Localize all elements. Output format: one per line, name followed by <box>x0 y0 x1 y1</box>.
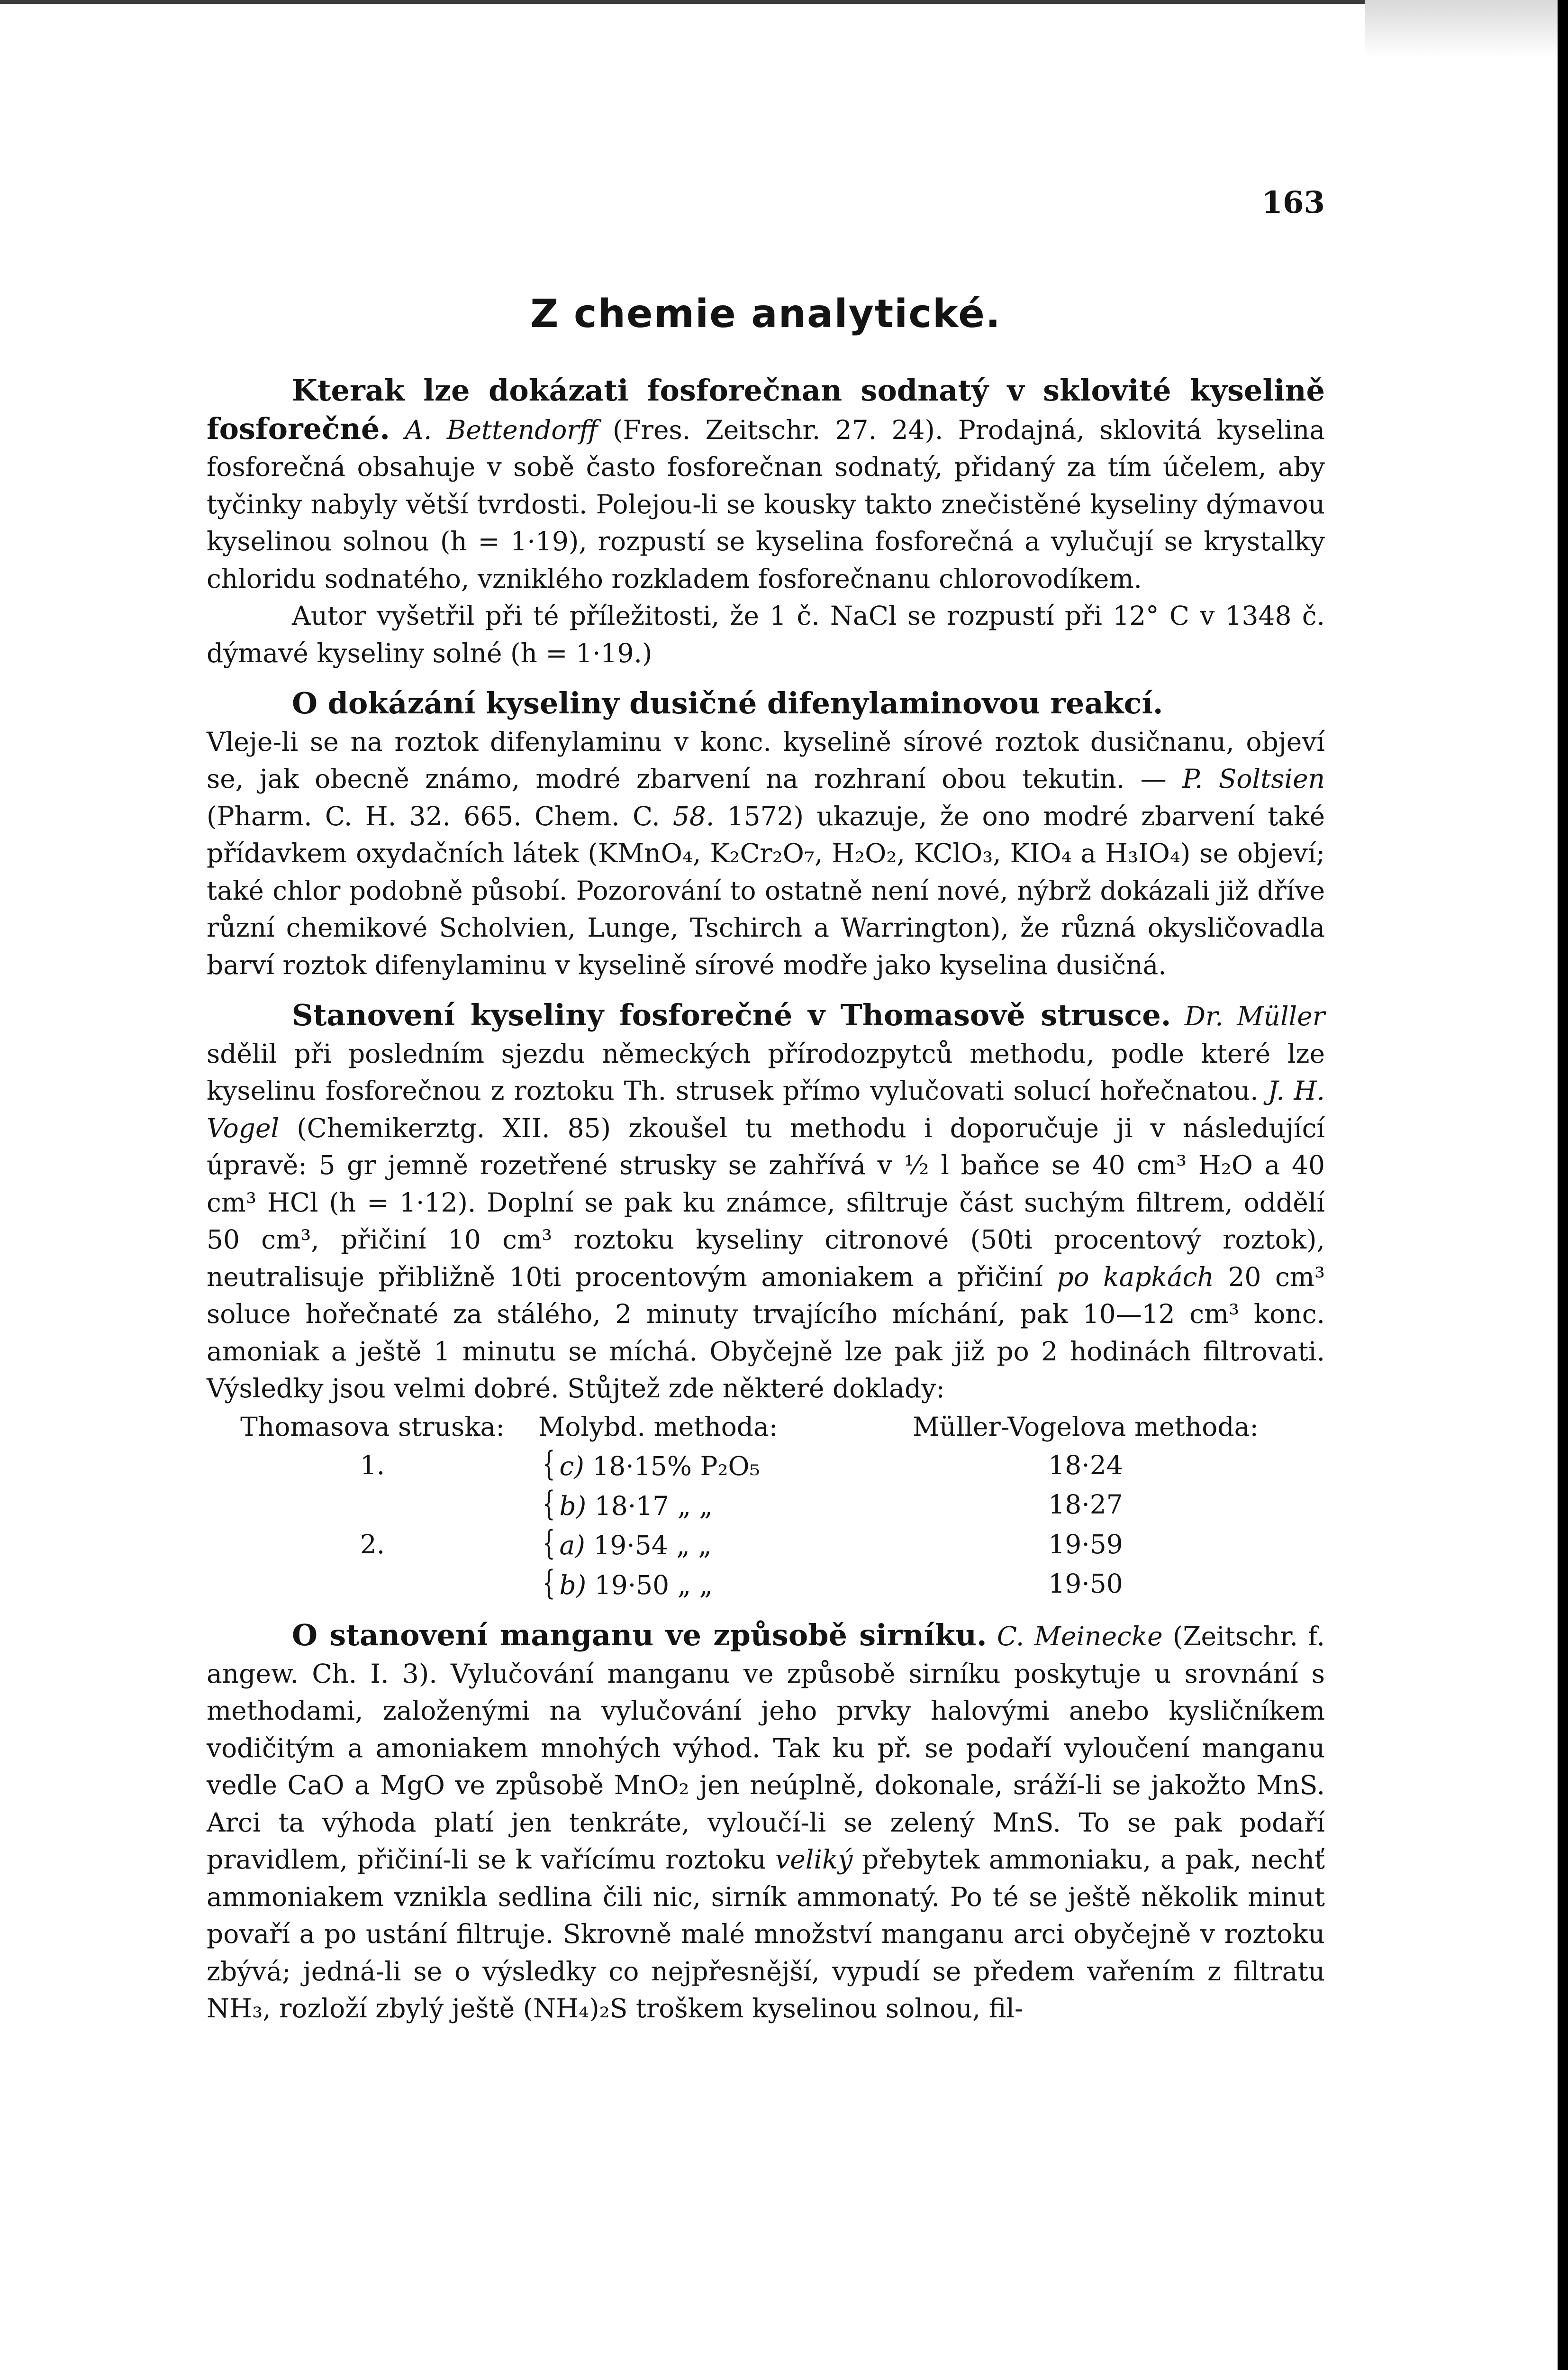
section-4-author: C. Meinecke <box>997 1621 1163 1651</box>
sample-cell: 1. <box>360 1449 385 1480</box>
mv-cell: 19·50 <box>1048 1568 1123 1599</box>
molybd-cell: 18·17 „ „ <box>594 1490 713 1521</box>
section-1-paragraph-2: Autor vyšetřil při té příležitosti, že 1 č. NaCl se rozpustí při 12° C v 1348 č. dýmavé kyseliny solné (h = 1·19.) <box>207 601 1325 668</box>
row-label: b) <box>559 1569 587 1600</box>
section-3-heading: Stanovení kyseliny fosforečné v Thomasově strusce. <box>292 998 1171 1032</box>
section-2-volume: 58. <box>672 801 715 831</box>
section-1-text: (Fres. Zeitschr. 27. 24). Prodajná, sklovitá kyselina fosforečná obsahuje v sobě často fosforečnan sodnatý, přidaný za tím účelem, aby tyčinky nabyly větší tvrdosti. Polejou-li se kousky takto znečistěné kyseliny dýmavou kyselinou solnou (h = 1·19), rozpustí se kyselina fosforečná a vylučují se krystalky chloridu sodnatého, vzniklého rozkladem fosforečnanu chlorovodíkem. <box>207 414 1325 594</box>
section-2-text-a: Vleje-li se na roztok difenylaminu v konc. kyselině sírové roztok dusičnanu, objeví se, jak obecně známo, modré zbarvení na rozhraní obou tekutin. — <box>207 726 1325 794</box>
scan-shadow <box>1365 0 1568 57</box>
page-title: Z chemie analytické. <box>530 292 1001 337</box>
table-header: Molybd. methoda: <box>538 1411 778 1442</box>
section-2-text-b: (Pharm. C. H. 32. 665. Chem. C. <box>207 801 660 831</box>
brace-glyph: { <box>542 1484 555 1523</box>
section-3-text-c: 20 cm³ soluce hořečnaté za stálého, 2 minuty trvajícího míchání, pak 10—12 cm³ konc. amoniak a ještě 1 minutu se míchá. Obyčejně lze pak již po 2 hodinách filtrovati. Výsledky jsou velmi dobré. Stůjtež zde některé doklady: <box>207 1261 1325 1404</box>
row-label: c) <box>559 1451 584 1481</box>
article-body <box>207 372 1325 2027</box>
table-row <box>207 1524 1325 1564</box>
section-4-text-b: přebytek ammoniaku, a pak, nechť ammoniakem vznikla sedlina čili nic, sirník ammonatý. Po té se ještě několik minut povaří a po ustání filtruje. Skrovně malé množství manganu arci obyčejně v roztoku zbývá; jedná-li se o výsledky co nejpřesnější, vypudí se předem vařením z filtratu NH₃, rozloží zbylý ještě (NH₄)₂S troškem kyselinou solnou, fil- <box>207 1844 1325 2024</box>
section-1-heading: Kterak lze dokázati fosforečnan sodnatý v sklovité kyselině fosforečné. <box>207 373 1325 446</box>
section-2-author: P. Soltsien <box>1182 764 1325 794</box>
molybd-cell: 19·50 „ „ <box>594 1569 713 1600</box>
row-label: a) <box>559 1530 585 1560</box>
mv-cell: 18·24 <box>1048 1449 1123 1480</box>
table-header-row <box>207 1408 1325 1446</box>
molybd-cell: 18·15% P₂O₅ <box>592 1451 760 1481</box>
mv-cell: 18·27 <box>1048 1489 1123 1520</box>
sample-cell <box>207 1485 538 1525</box>
table-header: Müller-Vogelova methoda: <box>913 1411 1259 1442</box>
sample-cell: 2. <box>360 1529 385 1559</box>
section-1-author-initial: A. <box>405 414 432 445</box>
section-4-heading: O stanovení manganu ve způsobě sirníku. <box>292 1618 987 1652</box>
scan-edge-top <box>0 0 1568 4</box>
section-3 <box>207 997 1325 1407</box>
section-1-author: Bettendorff <box>446 414 598 445</box>
table-row <box>207 1445 1325 1485</box>
section-4 <box>207 1617 1325 2027</box>
section-4-text-a: (Zeitschr. f. angew. Ch. I. 3). Vylučování manganu ve způsobě sirníku poskytuje u srovnání s methodami, založenými na vylučování jeho prvky halovými anebo kysličníkem vodičitým a amoniakem mnohých výhod. Tak ku př. se podaří vyloučení manganu vedle CaO a MgO ve způsobě MnO₂ jen neúplně, dokonale, sráží-li se jakožto MnS. Arci ta výhoda platí jen tenkráte, vyloučí-li se zelený MnS. To se pak podaří pravidlem, přičiní-li se k vařícímu roztoku <box>207 1621 1325 1875</box>
brace-glyph: { <box>542 1563 555 1602</box>
scan-edge-right <box>1558 0 1568 2370</box>
table-row <box>207 1564 1325 1604</box>
section-3-text-b: (Chemikerztg. XII. 85) zkoušel tu methodu i doporučuje ji v následující úpravě: 5 gr jemně rozetřené strusky se zahřívá v ½ l baňce se 40 cm³ H₂O a 40 cm³ HCl (h = 1·12). Doplní se pak ku známce, sfiltruje část suchým filtrem, oddělí 50 cm³, přičiní 10 cm³ roztoku kyseliny citronové (50ti procentový roztok), neutralisuje přibližně 10ti procentovým amoniakem a přičiní <box>207 1112 1325 1292</box>
mv-cell: 19·59 <box>1048 1529 1123 1559</box>
molybd-cell: 19·54 „ „ <box>593 1530 712 1560</box>
section-3-text-a: sdělil při posledním sjezdu německých přírodozpytců methodu, podle které lze kyselinu fosforečnou z roztoku Th. strusek přímo vylučovati solucí hořečnatou. <box>207 1038 1325 1106</box>
section-2-heading: O dokázání kyseliny dusičné difenylaminovou reakcí. <box>292 686 1163 720</box>
section-3-italic-phrase: po kapkách <box>1057 1261 1214 1292</box>
section-4-italic-word: veliký <box>775 1844 853 1875</box>
section-2-text-c: 1572) ukazuje, že ono modré zbarvení také přídavkem oxydačních látek (KMnO₄, K₂Cr₂O₇, H₂O₂, KClO₃, KIO₄ a H₃IO₄) se objeví; také chlor podobně působí. Pozorování to ostatně není nové, nýbrž dokázali již dříve různí chemikové Scholvien, Lunge, Tschirch a Warrington), že různá okysličovadla barví roztok difenylaminu v kyselině sírové modře jako kyselina dusičná. <box>207 801 1325 980</box>
table-row <box>207 1485 1325 1525</box>
section-2 <box>207 685 1325 984</box>
table-header: Thomasova struska: <box>240 1411 505 1442</box>
section-3-author: Dr. Müller <box>1184 1001 1325 1031</box>
row-label: b) <box>559 1490 587 1521</box>
section-3-author-2: J. H. Vogel <box>207 1076 1325 1143</box>
results-table <box>207 1408 1325 1604</box>
brace-glyph: { <box>542 1523 555 1562</box>
sample-cell <box>207 1564 538 1604</box>
section-1 <box>207 372 1325 597</box>
page-number: 163 <box>1261 185 1325 220</box>
brace-glyph: { <box>542 1444 555 1483</box>
